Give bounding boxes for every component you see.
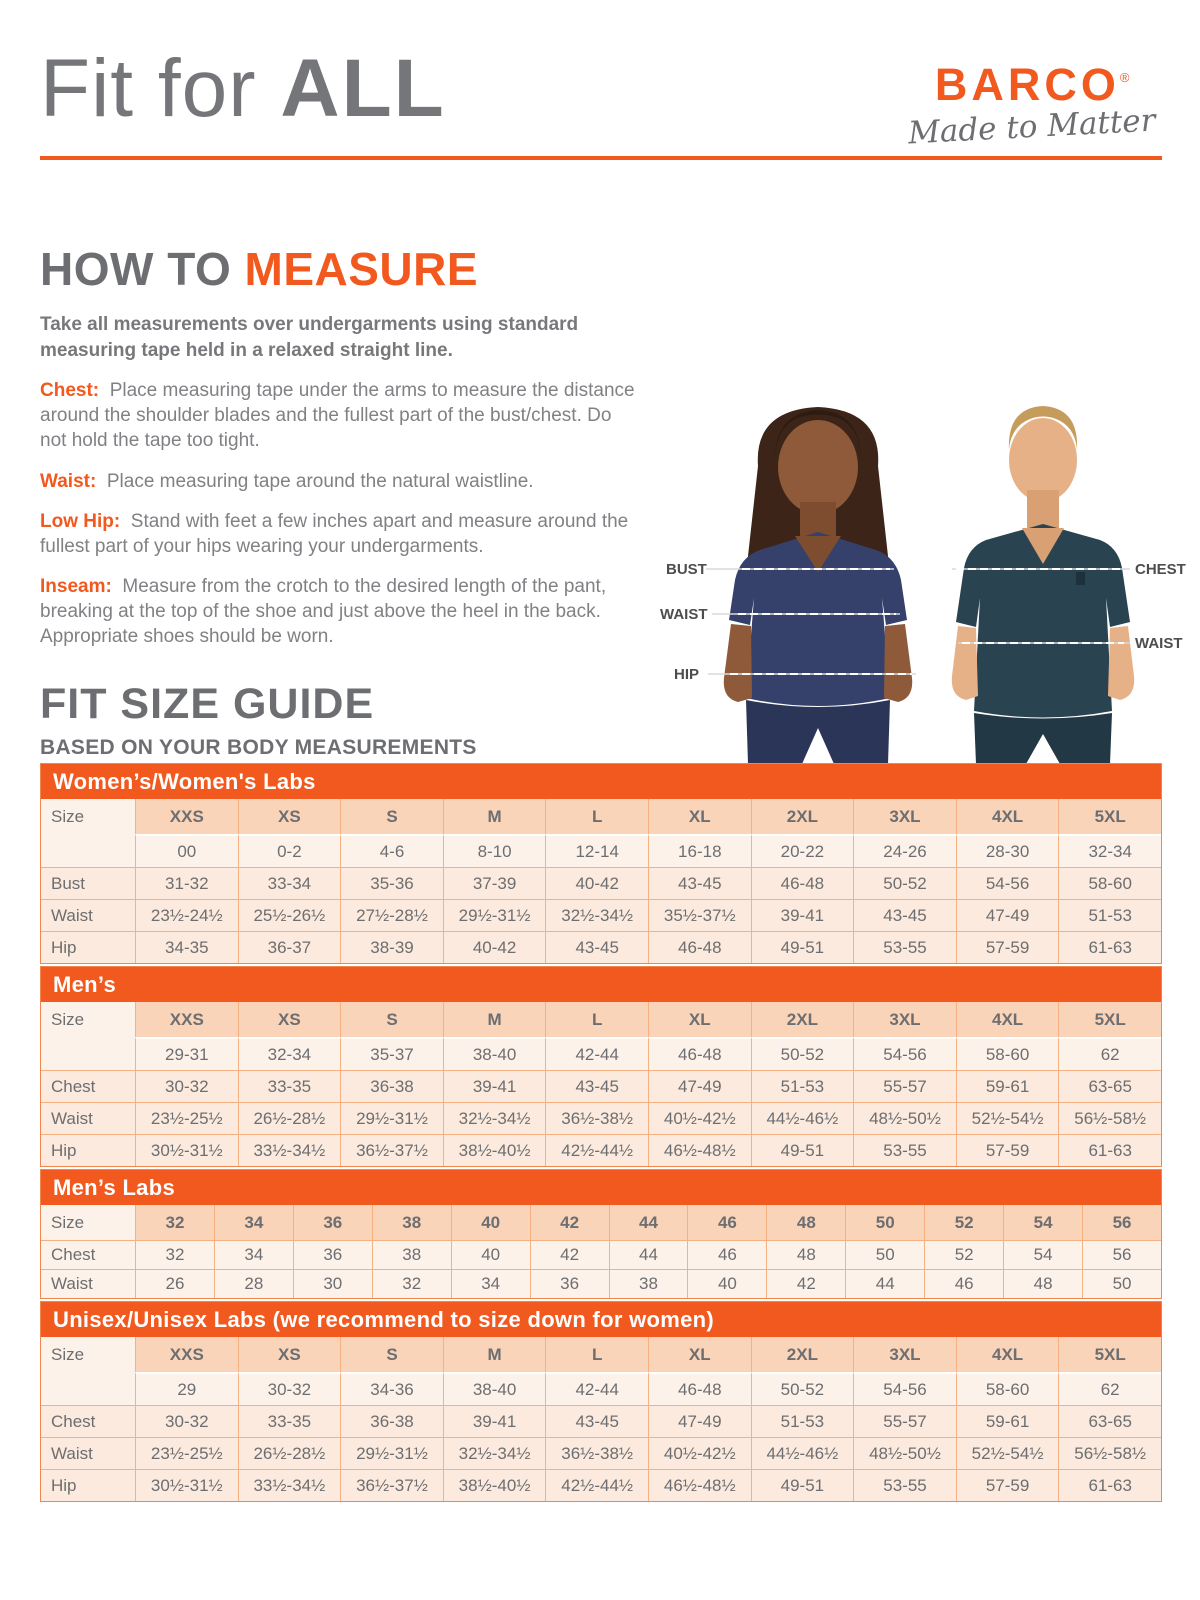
brand-tagline: Made to Matter (907, 102, 1157, 152)
size-value-cell: 29½-31½ (340, 1437, 443, 1469)
measurement-row-waist (41, 899, 1161, 931)
fit-size-guide-heading: FIT SIZE GUIDE (40, 680, 375, 728)
size-column-header: 3XL (853, 1002, 956, 1037)
size-value-cell: 29½-31½ (340, 1102, 443, 1134)
header-divider (40, 156, 1162, 160)
size-value-cell: 36-37 (238, 931, 341, 963)
measurement-row-hip (41, 931, 1161, 963)
size-value-cell: 16-18 (648, 834, 751, 867)
female-bust-label: BUST (666, 561, 707, 578)
size-value-cell: 63-65 (1058, 1405, 1161, 1437)
size-table-3 (40, 1301, 1162, 1502)
size-value-cell: 29 (135, 1372, 238, 1405)
size-column-header: 4XL (956, 1337, 1059, 1372)
row-label-cell: Hip (41, 1134, 135, 1166)
table-header-row (41, 1002, 1161, 1037)
measure-item-text: Place measuring tape around the natural waistline. (106, 470, 534, 492)
size-column-header: L (545, 799, 648, 834)
size-column-header: 4XL (956, 799, 1059, 834)
size-column-header: 36 (293, 1205, 372, 1240)
size-value-cell: 58-60 (956, 1372, 1059, 1405)
size-value-cell: 26 (135, 1269, 214, 1298)
size-value-cell: 53-55 (853, 931, 956, 963)
size-tables-container (40, 763, 1162, 1504)
size-value-cell: 56½-58½ (1058, 1102, 1161, 1134)
size-value-cell: 35-37 (340, 1037, 443, 1070)
size-value-cell: 34 (451, 1269, 530, 1298)
measure-item-low-hip (40, 509, 635, 559)
measure-item-label: Inseam: (40, 575, 112, 597)
size-column-header: 2XL (751, 1002, 854, 1037)
size-value-cell: 55-57 (853, 1070, 956, 1102)
size-value-cell: 36½-37½ (340, 1469, 443, 1501)
table-header-row (41, 1205, 1161, 1240)
size-value-cell: 57-59 (956, 1469, 1059, 1501)
size-value-cell: 36 (530, 1269, 609, 1298)
measurement-row-waist (41, 1102, 1161, 1134)
size-value-cell: 48 (1003, 1269, 1082, 1298)
models-illustration (638, 366, 1200, 764)
size-column-header: XXS (135, 1002, 238, 1037)
size-column-header: S (340, 1337, 443, 1372)
size-column-header: XS (238, 1337, 341, 1372)
numeric-size-row (41, 1037, 1161, 1070)
brand-logo (907, 59, 1157, 152)
size-value-cell: 24-26 (853, 834, 956, 867)
size-column-header: 52 (924, 1205, 1003, 1240)
measure-item-label: Chest: (40, 380, 100, 402)
size-value-cell: 29½-31½ (443, 899, 546, 931)
size-value-cell: 25½-26½ (238, 899, 341, 931)
size-value-cell: 46-48 (648, 1037, 751, 1070)
size-value-cell: 38-40 (443, 1037, 546, 1070)
size-value-cell: 37-39 (443, 867, 546, 899)
size-value-cell: 44 (609, 1240, 688, 1269)
size-value-cell: 38½-40½ (443, 1134, 546, 1166)
size-value-cell: 40-42 (545, 867, 648, 899)
row-label-cell: Waist (41, 899, 135, 931)
size-value-cell: 50-52 (751, 1372, 854, 1405)
size-value-cell: 42-44 (545, 1372, 648, 1405)
size-value-cell: 32 (135, 1240, 214, 1269)
size-value-cell: 35½-37½ (648, 899, 751, 931)
row-label-cell: Hip (41, 1469, 135, 1501)
size-value-cell: 32-34 (238, 1037, 341, 1070)
size-value-cell: 34-36 (340, 1372, 443, 1405)
size-value-cell: 63-65 (1058, 1070, 1161, 1102)
size-value-cell: 46-48 (648, 931, 751, 963)
size-value-cell: 53-55 (853, 1469, 956, 1501)
size-value-cell: 51-53 (751, 1405, 854, 1437)
size-value-cell: 36½-37½ (340, 1134, 443, 1166)
page-title (40, 43, 446, 134)
male-waist-label: WAIST (1135, 635, 1183, 652)
size-value-cell: 46-48 (751, 867, 854, 899)
size-column-header: 4XL (956, 1002, 1059, 1037)
table-banner: Unisex/Unisex Labs (we recommend to size down for women) (41, 1302, 1161, 1337)
size-value-cell: 30-32 (135, 1405, 238, 1437)
size-value-cell: 31-32 (135, 867, 238, 899)
size-column-header: XL (648, 1002, 751, 1037)
size-value-cell: 43-45 (648, 867, 751, 899)
size-value-cell: 44 (845, 1269, 924, 1298)
size-value-cell: 26½-28½ (238, 1102, 341, 1134)
size-column-header: XL (648, 1337, 751, 1372)
size-value-cell: 32½-34½ (443, 1102, 546, 1134)
size-value-cell: 52½-54½ (956, 1437, 1059, 1469)
size-column-header: L (545, 1002, 648, 1037)
row-label-cell (41, 1037, 135, 1070)
size-value-cell: 42 (530, 1240, 609, 1269)
measurement-row-waist (41, 1269, 1161, 1298)
size-value-cell: 38 (372, 1240, 451, 1269)
heading-gray-part: HOW TO (40, 243, 245, 295)
size-column-header: M (443, 1337, 546, 1372)
numeric-size-row (41, 834, 1161, 867)
size-value-cell: 61-63 (1058, 1469, 1161, 1501)
measurement-row-bust (41, 867, 1161, 899)
size-value-cell: 33½-34½ (238, 1134, 341, 1166)
size-value-cell: 54 (1003, 1240, 1082, 1269)
measurement-row-hip (41, 1469, 1161, 1501)
size-column-header: M (443, 799, 546, 834)
size-column-header: 3XL (853, 799, 956, 834)
size-column-header: M (443, 1002, 546, 1037)
row-label-cell: Waist (41, 1437, 135, 1469)
measure-item-inseam (40, 574, 635, 649)
size-value-cell: 39-41 (443, 1405, 546, 1437)
size-value-cell: 43-45 (853, 899, 956, 931)
size-column-header: XXS (135, 799, 238, 834)
size-column-header: L (545, 1337, 648, 1372)
size-value-cell: 48½-50½ (853, 1102, 956, 1134)
size-column-header: XXS (135, 1337, 238, 1372)
measure-item-chest (40, 378, 635, 453)
size-value-cell: 23½-25½ (135, 1102, 238, 1134)
row-label-cell: Chest (41, 1405, 135, 1437)
measure-item-text: Place measuring tape under the arms to measure the distance around the shoulder blades and the fullest part of the bust/chest. Do not hold the tape too tight. (40, 380, 635, 452)
size-value-cell: 47-49 (648, 1405, 751, 1437)
size-value-cell: 42½-44½ (545, 1134, 648, 1166)
size-value-cell: 50 (1082, 1269, 1161, 1298)
size-value-cell: 59-61 (956, 1070, 1059, 1102)
size-value-cell: 38-40 (443, 1372, 546, 1405)
size-value-cell: 30½-31½ (135, 1469, 238, 1501)
size-column-header: 3XL (853, 1337, 956, 1372)
size-value-cell: 49-51 (751, 1134, 854, 1166)
size-value-cell: 36½-38½ (545, 1437, 648, 1469)
brand-name: BARCO® (934, 59, 1130, 110)
size-value-cell: 34-35 (135, 931, 238, 963)
measure-intro: Take all measurements over undergarments using standard measuring tape held in a relaxed straight line. (40, 314, 579, 361)
page-title-regular: Fit for (40, 43, 281, 134)
size-value-cell: 48½-50½ (853, 1437, 956, 1469)
size-value-cell: 40 (687, 1269, 766, 1298)
measurement-row-chest (41, 1070, 1161, 1102)
fit-size-guide-subheading: BASED ON YOUR BODY MEASUREMENTS (40, 736, 477, 759)
size-value-cell: 54-56 (853, 1372, 956, 1405)
size-column-header: 54 (1003, 1205, 1082, 1240)
size-value-cell: 47-49 (956, 899, 1059, 931)
size-header-label: Size (41, 1337, 135, 1372)
size-column-header: 5XL (1058, 1337, 1161, 1372)
table-header-row (41, 799, 1161, 834)
female-model (724, 407, 912, 764)
size-value-cell: 36-38 (340, 1405, 443, 1437)
size-column-header: 42 (530, 1205, 609, 1240)
size-value-cell: 49-51 (751, 1469, 854, 1501)
size-value-cell: 53-55 (853, 1134, 956, 1166)
size-value-cell: 52 (924, 1240, 1003, 1269)
size-value-cell: 00 (135, 834, 238, 867)
size-value-cell: 46½-48½ (648, 1134, 751, 1166)
female-hip-label: HIP (674, 666, 700, 683)
size-column-header: XS (238, 799, 341, 834)
size-value-cell: 4-6 (340, 834, 443, 867)
size-value-cell: 35-36 (340, 867, 443, 899)
size-value-cell: 61-63 (1058, 1134, 1161, 1166)
size-value-cell: 42-44 (545, 1037, 648, 1070)
size-value-cell: 54-56 (956, 867, 1059, 899)
size-value-cell: 47-49 (648, 1070, 751, 1102)
size-value-cell: 56 (1082, 1240, 1161, 1269)
size-column-header: 48 (766, 1205, 845, 1240)
row-label-cell (41, 1372, 135, 1405)
size-value-cell: 29-31 (135, 1037, 238, 1070)
size-header-label: Size (41, 1002, 135, 1037)
size-column-header: 50 (845, 1205, 924, 1240)
row-label-cell (41, 834, 135, 867)
heading-orange-part: MEASURE (244, 243, 479, 295)
page-title-bold: ALL (280, 43, 446, 134)
measure-item-label: Low Hip: (40, 510, 121, 532)
size-value-cell: 62 (1058, 1037, 1161, 1070)
size-value-cell: 27½-28½ (340, 899, 443, 931)
size-value-cell: 42 (766, 1269, 845, 1298)
size-value-cell: 44½-46½ (751, 1102, 854, 1134)
size-value-cell: 43-45 (545, 1070, 648, 1102)
size-value-cell: 48 (766, 1240, 845, 1269)
size-column-header: 34 (214, 1205, 293, 1240)
row-label-cell: Chest (41, 1070, 135, 1102)
size-value-cell: 33-35 (238, 1405, 341, 1437)
size-value-cell: 38½-40½ (443, 1469, 546, 1501)
how-to-measure-section (40, 243, 635, 649)
size-column-header: S (340, 1002, 443, 1037)
size-value-cell: 57-59 (956, 931, 1059, 963)
size-value-cell: 44½-46½ (751, 1437, 854, 1469)
measurement-row-waist (41, 1437, 1161, 1469)
size-value-cell: 56½-58½ (1058, 1437, 1161, 1469)
size-value-cell: 28-30 (956, 834, 1059, 867)
size-column-header: 46 (687, 1205, 766, 1240)
size-column-header: 44 (609, 1205, 688, 1240)
size-column-header: 2XL (751, 1337, 854, 1372)
size-value-cell: 51-53 (1058, 899, 1161, 931)
size-value-cell: 50-52 (751, 1037, 854, 1070)
size-table-2 (40, 1169, 1162, 1299)
size-value-cell: 39-41 (443, 1070, 546, 1102)
size-value-cell: 36-38 (340, 1070, 443, 1102)
size-column-header: 2XL (751, 799, 854, 834)
registered-mark: ® (1119, 70, 1130, 85)
row-label-cell: Bust (41, 867, 135, 899)
size-value-cell: 43-45 (545, 1405, 648, 1437)
size-value-cell: 58-60 (1058, 867, 1161, 899)
size-value-cell: 54-56 (853, 1037, 956, 1070)
table-banner: Women’s/Women's Labs (41, 764, 1161, 799)
size-value-cell: 23½-25½ (135, 1437, 238, 1469)
size-column-header: 40 (451, 1205, 530, 1240)
size-value-cell: 30-32 (135, 1070, 238, 1102)
size-value-cell: 36 (293, 1240, 372, 1269)
size-value-cell: 50 (845, 1240, 924, 1269)
size-value-cell: 46½-48½ (648, 1469, 751, 1501)
size-value-cell: 50-52 (853, 867, 956, 899)
size-table-1 (40, 966, 1162, 1167)
row-label-cell: Hip (41, 931, 135, 963)
size-value-cell: 34 (214, 1240, 293, 1269)
size-value-cell: 30-32 (238, 1372, 341, 1405)
measurement-row-chest (41, 1405, 1161, 1437)
size-value-cell: 26½-28½ (238, 1437, 341, 1469)
size-value-cell: 32½-34½ (443, 1437, 546, 1469)
male-chest-label: CHEST (1135, 561, 1186, 578)
size-value-cell: 30½-31½ (135, 1134, 238, 1166)
size-header-label: Size (41, 799, 135, 834)
size-value-cell: 0-2 (238, 834, 341, 867)
size-value-cell: 43-45 (545, 931, 648, 963)
measurement-row-hip (41, 1134, 1161, 1166)
numeric-size-row (41, 1372, 1161, 1405)
size-value-cell: 59-61 (956, 1405, 1059, 1437)
size-column-header: 5XL (1058, 1002, 1161, 1037)
size-value-cell: 40½-42½ (648, 1102, 751, 1134)
measure-item-waist (40, 469, 635, 494)
size-value-cell: 62 (1058, 1372, 1161, 1405)
size-value-cell: 51-53 (751, 1070, 854, 1102)
measure-item-text: Stand with feet a few inches apart and measure around the fullest part of your hips wearing your undergarments. (40, 510, 629, 557)
size-value-cell: 12-14 (545, 834, 648, 867)
size-value-cell: 58-60 (956, 1037, 1059, 1070)
size-value-cell: 8-10 (443, 834, 546, 867)
size-value-cell: 32½-34½ (545, 899, 648, 931)
size-value-cell: 46 (924, 1269, 1003, 1298)
measure-item-label: Waist: (40, 470, 97, 492)
size-column-header: XS (238, 1002, 341, 1037)
size-value-cell: 33-34 (238, 867, 341, 899)
size-value-cell: 33½-34½ (238, 1469, 341, 1501)
size-column-header: 38 (372, 1205, 451, 1240)
size-value-cell: 30 (293, 1269, 372, 1298)
size-value-cell: 38 (609, 1269, 688, 1298)
size-column-header: XL (648, 799, 751, 834)
size-value-cell: 49-51 (751, 931, 854, 963)
models-figure (638, 366, 1200, 764)
size-value-cell: 61-63 (1058, 931, 1161, 963)
table-banner: Men’s Labs (41, 1170, 1161, 1205)
size-value-cell: 36½-38½ (545, 1102, 648, 1134)
table-header-row (41, 1337, 1161, 1372)
size-column-header: 56 (1082, 1205, 1161, 1240)
size-table-0 (40, 763, 1162, 964)
male-model (952, 406, 1134, 764)
measurement-row-chest (41, 1240, 1161, 1269)
size-value-cell: 46 (687, 1240, 766, 1269)
size-value-cell: 23½-24½ (135, 899, 238, 931)
size-value-cell: 39-41 (751, 899, 854, 931)
size-value-cell: 20-22 (751, 834, 854, 867)
row-label-cell: Chest (41, 1240, 135, 1269)
size-value-cell: 57-59 (956, 1134, 1059, 1166)
row-label-cell: Waist (41, 1269, 135, 1298)
size-value-cell: 52½-54½ (956, 1102, 1059, 1134)
row-label-cell: Waist (41, 1102, 135, 1134)
size-header-label: Size (41, 1205, 135, 1240)
table-banner: Men’s (41, 967, 1161, 1002)
size-column-header: S (340, 799, 443, 834)
size-value-cell: 28 (214, 1269, 293, 1298)
size-value-cell: 38-39 (340, 931, 443, 963)
size-value-cell: 55-57 (853, 1405, 956, 1437)
size-value-cell: 40-42 (443, 931, 546, 963)
size-value-cell: 42½-44½ (545, 1469, 648, 1501)
size-value-cell: 46-48 (648, 1372, 751, 1405)
female-waist-label: WAIST (660, 606, 708, 623)
size-column-header: 5XL (1058, 799, 1161, 834)
how-to-measure-heading (40, 243, 635, 295)
size-value-cell: 33-35 (238, 1070, 341, 1102)
size-value-cell: 40½-42½ (648, 1437, 751, 1469)
measure-item-text: Measure from the crotch to the desired length of the pant, breaking at the top of the shoe and just above the heel in the back. Appropriate shoes should be worn. (40, 575, 607, 647)
size-value-cell: 40 (451, 1240, 530, 1269)
size-value-cell: 32 (372, 1269, 451, 1298)
size-column-header: 32 (135, 1205, 214, 1240)
size-value-cell: 32-34 (1058, 834, 1161, 867)
